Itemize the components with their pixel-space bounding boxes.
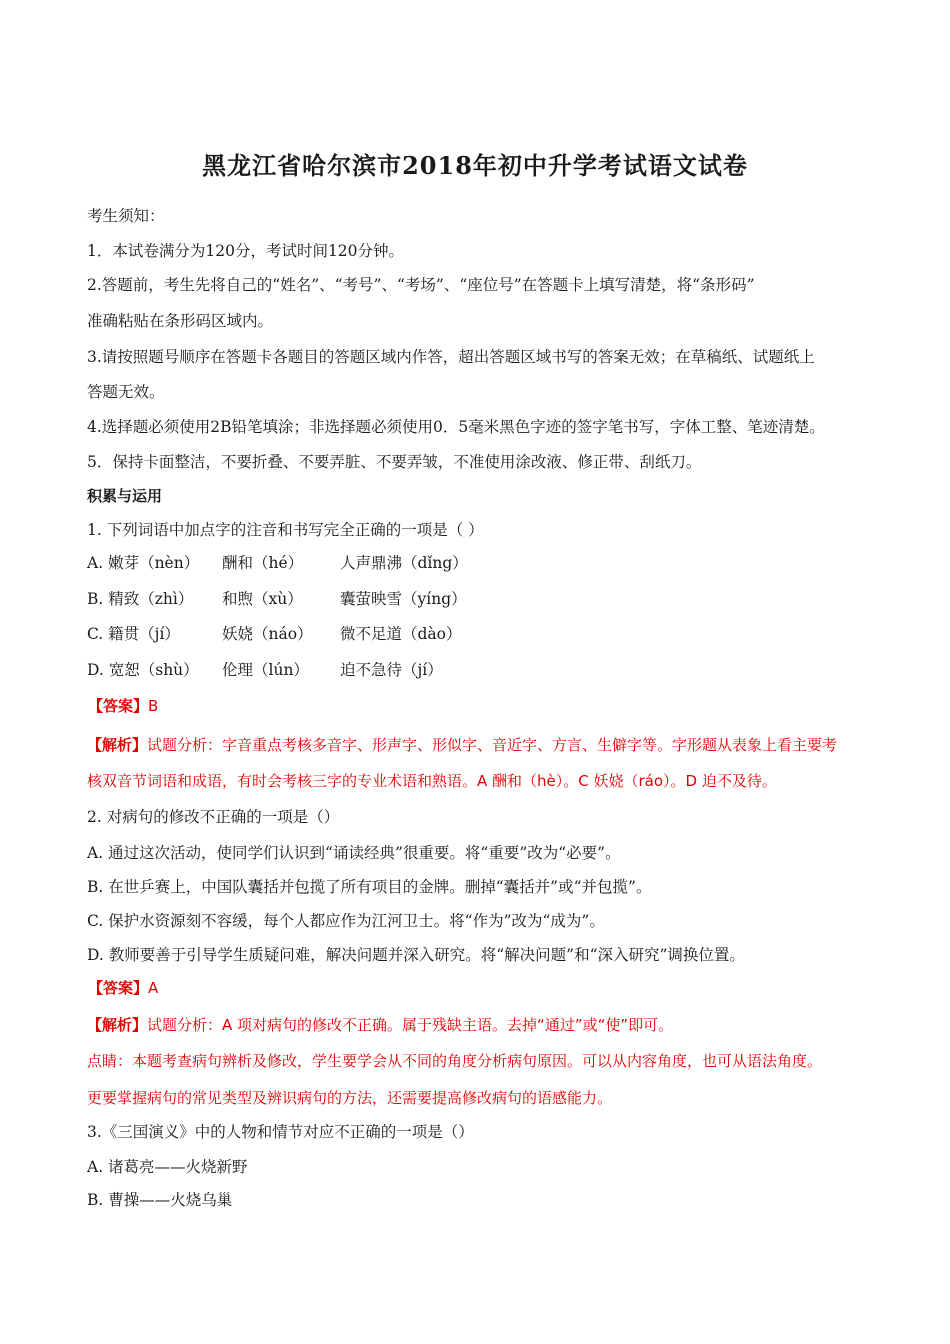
q1-option-c-word3: 微不足道（dào） <box>340 625 462 643</box>
q1-option-d-word2: 伦理（lún） <box>222 661 309 679</box>
q2-note-line1: 点睛：本题考查病句辨析及修改，学生要学会从不同的角度分析病句原因。可以从内容角度，也可从语法角度。 <box>87 1052 823 1070</box>
q1-stem: 1. 下列词语中加点字的注音和书写完全正确的一项是（ ） <box>87 521 484 539</box>
q1-option-b-word1: B. 精致（zhì） <box>87 590 194 608</box>
q1-option-d-word1: D. 宽恕（shù） <box>87 661 199 679</box>
q1-option-b-word3: 囊萤映雪（yíng） <box>340 590 467 608</box>
notice-item: 4.选择题必须使用2B铅笔填涂；非选择题必须使用0．5毫米黑色字迹的签字笔书写，字体工整、笔迹清楚。 <box>87 418 825 436</box>
notice-item: 准确粘贴在条形码区域内。 <box>87 312 274 330</box>
notice-item: 5．保持卡面整洁，不要折叠、不要弄脏、不要弄皱，不准使用涂改液、修正带、刮纸刀。 <box>87 453 702 471</box>
q2-option: C. 保护水资源刻不容缓，每个人都应作为江河卫士。将“作为”改为“成为”。 <box>87 912 605 930</box>
page-title: 黑龙江省哈尔滨市2018年初中升学考试语文试卷 <box>202 151 748 180</box>
q2-note-line2: 更要掌握病句的常见类型及辨识病句的方法，还需要提高修改病句的语感能力。 <box>87 1089 613 1107</box>
q3-option: B. 曹操——火烧乌巢 <box>87 1191 233 1209</box>
notice-item: 1．本试卷满分为120分，考试时间120分钟。 <box>87 242 405 260</box>
q1-option-a-word1: A. 嫩芽（nèn） <box>87 554 200 572</box>
q1-option-c-word2: 妖娆（náo） <box>222 625 313 643</box>
q1-option-b-word2: 和煦（xù） <box>222 590 303 608</box>
q1-option-c-word1: C. 籍贯（jí） <box>87 625 180 643</box>
notice-item: 3.请按照题号顺序在答题卡各题目的答题区域内作答，超出答题区域书写的答案无效；在草稿纸、试题纸上 <box>87 348 815 366</box>
q3-stem: 3.《三国演义》中的人物和情节对应不正确的一项是（） <box>87 1123 474 1141</box>
q1-answer: 【答案】B <box>88 697 159 715</box>
notice-heading: 考生须知： <box>87 207 165 225</box>
q2-option: A. 通过这次活动，使同学们认识到“诵读经典”很重要。将“重要”改为“必要”。 <box>87 844 621 862</box>
notice-item: 2.答题前，考生先将自己的“姓名”、“考号”、“考场”、“座位号”在答题卡上填写清楚，将“条形码” <box>87 276 755 294</box>
q2-answer: 【答案】A <box>88 979 159 997</box>
q1-option-d-word3: 迫不急待（jí） <box>340 661 443 679</box>
notice-item: 答题无效。 <box>87 383 165 401</box>
q3-option: A. 诸葛亮——火烧新野 <box>87 1158 248 1176</box>
q1-option-a-word3: 人声鼎沸（dǐng） <box>340 554 468 572</box>
q1-analysis-line1: 【解析】试题分析：字音重点考核多音字、形声字、形似字、音近字、方言、生僻字等。字形题从表象上看主要考 <box>87 736 838 754</box>
q1-analysis-line2: 核双音节词语和成语，有时会考核三字的专业术语和熟语。A 酬和（hè）。C 妖娆（ráo）。D 迫不及待。 <box>87 772 777 790</box>
q2-analysis: 【解析】试题分析：A 项对病句的修改不正确。属于残缺主语。去掉“通过”或“使”即可。 <box>87 1016 674 1034</box>
q2-stem: 2. 对病句的修改不正确的一项是（） <box>87 808 340 826</box>
q2-option: D. 教师要善于引导学生质疑问难，解决问题并深入研究。将“解决问题”和“深入研究”调换位置。 <box>87 946 745 964</box>
q1-option-a-word2: 酬和（hé） <box>222 554 304 572</box>
section-title: 积累与运用 <box>87 487 163 505</box>
q2-option: B. 在世乒赛上，中国队囊括并包揽了所有项目的金牌。删掉“囊括并”或“并包揽”。 <box>87 878 652 896</box>
